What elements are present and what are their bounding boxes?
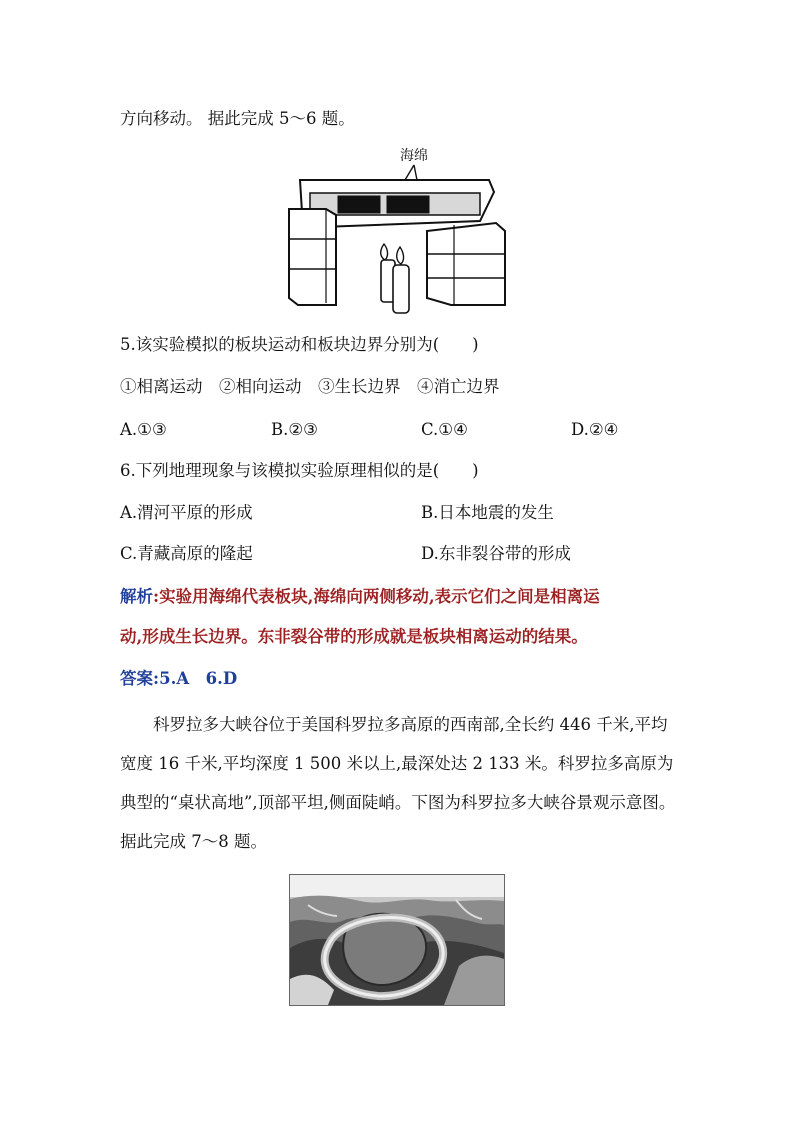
sponge-experiment-figure: [284, 143, 510, 319]
answer-label: 答案: [120, 669, 153, 688]
canyon-passage: 科罗拉多大峡谷位于美国科罗拉多高原的西南部,全长约 446 千米,平均宽度 16 千米,平均深度 1 500 米以上,最深处达 2 133 米。科罗拉多高原为典型的“桌状高地”,顶部平坦,侧面陡峭。下图为科罗拉多大峡谷景观示意图。据此完成 7～8 题。: [120, 715, 676, 851]
question-5-choices: ①相离运动 ②相向运动 ③生长边界 ④消亡边界: [120, 377, 500, 396]
analysis-line-2: 动,形成生长边界。东非裂谷带的形成就是板块相离运动的结果。: [120, 627, 588, 646]
left-support-block: [289, 209, 336, 305]
intro-line: 方向移动。 据此完成 5～6 题。: [120, 109, 355, 128]
right-support-block: [427, 223, 505, 305]
right-candle-flame: [397, 247, 404, 264]
q5-option-a: A.①③: [120, 420, 167, 439]
q6-option-d: D.东非裂谷带的形成: [421, 544, 571, 563]
grand-canyon-photo: [289, 874, 505, 1006]
q5-option-d: D.②④: [571, 420, 619, 439]
left-sponge: [338, 196, 380, 213]
q6-option-b: B.日本地震的发生: [421, 503, 554, 522]
analysis-label: 解析: [120, 587, 153, 606]
q5-option-b: B.②③: [271, 420, 318, 439]
q6-option-a: A.渭河平原的形成: [120, 503, 253, 522]
left-candle-flame: [381, 244, 388, 260]
answer-line: [120, 668, 237, 690]
question-5-stem: 5.该实验模拟的板块运动和板块边界分别为( ): [120, 335, 479, 354]
q6-option-c: C.青藏高原的隆起: [120, 544, 253, 563]
question-6-options-row-1: [120, 502, 680, 524]
q5-option-c: C.①④: [421, 420, 468, 439]
answer-text: :5.A 6.D: [153, 669, 238, 688]
analysis-line-1: [120, 586, 600, 608]
analysis-text-1: :实验用海绵代表板块,海绵向两侧移动,表示它们之间是相离运: [153, 587, 600, 606]
question-6-options-row-2: [120, 543, 680, 565]
right-sponge: [387, 196, 429, 213]
question-5-options: [120, 419, 680, 441]
question-6-stem: 6.下列地理现象与该模拟实验原理相似的是( ): [120, 461, 479, 480]
right-candle: [393, 265, 409, 313]
figure-label-sponge: 海绵: [400, 148, 428, 164]
